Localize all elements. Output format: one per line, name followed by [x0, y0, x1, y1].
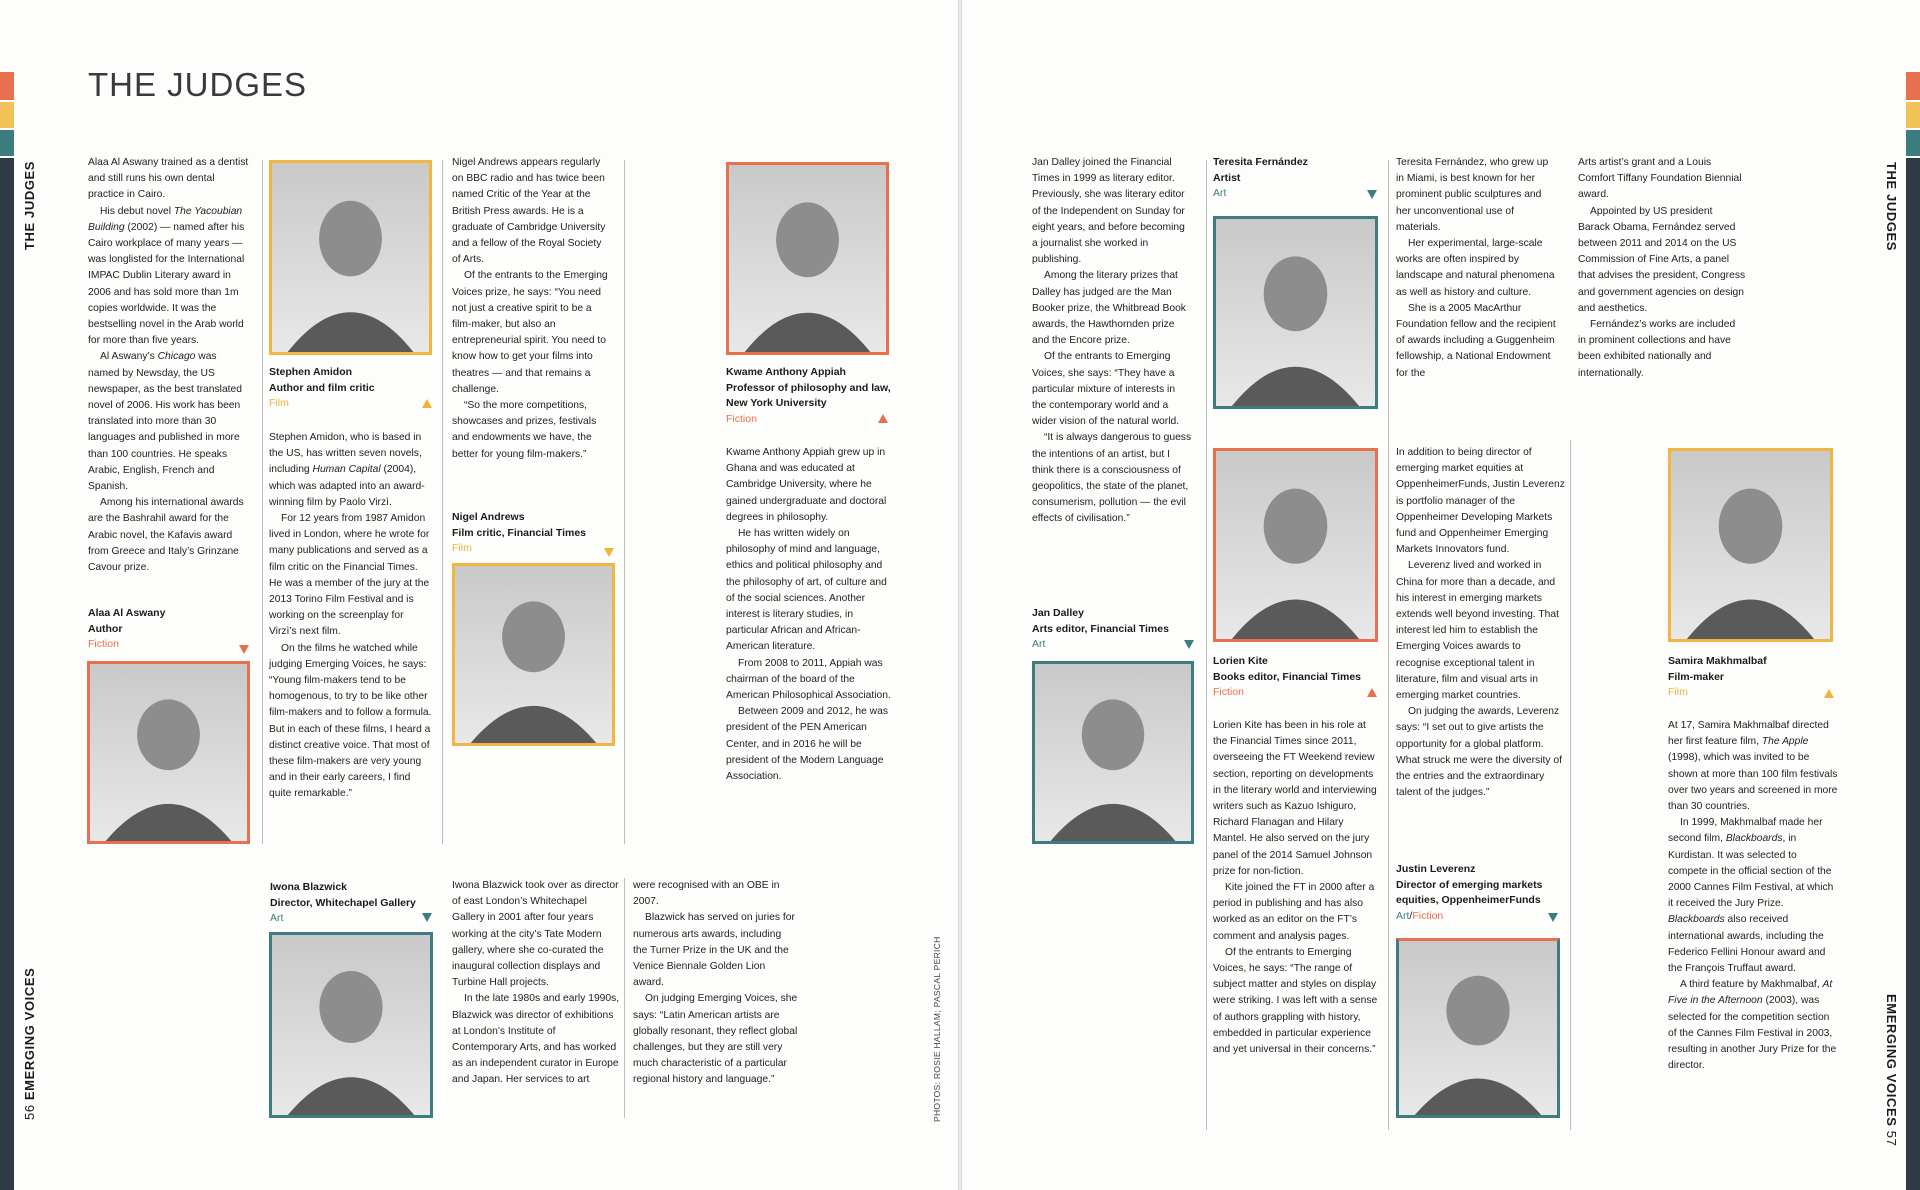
amidon-category: Film — [269, 397, 289, 409]
aswany-name: Alaa Al Aswany — [88, 607, 166, 619]
portrait-icon — [1216, 451, 1375, 639]
dalley-p2: Among the literary prizes that Dalley has judged are the Man Booker prize, the Whitbread Book awards, the Hawthornden prize and the Encore prize. — [1032, 270, 1186, 347]
leverenz-p3: On judging the awards, Leverenz says: “I set out to give artists the opportunity for a global platform. What struck me were the diversity of the entries and the extraordinary talent of the judges.” — [1396, 706, 1562, 799]
blazwick-p2: In the late 1980s and early 1990s, Blazwick was director of exhibitions at London’s Institute of Contemporary Arts, and has worked as an independent curator in Europe and Japan. Her services to art — [452, 993, 620, 1086]
leverenz-category: Art/Fiction — [1396, 909, 1444, 922]
appiah-p4: Between 2009 and 2012, he was president of the PEN American Center, and in 2016 he will be president of the Modern Language Association. — [726, 706, 888, 783]
photo-kwame-anthony-appiah — [726, 162, 889, 355]
color-tab-art — [0, 130, 14, 156]
appiah-caption — [726, 365, 896, 427]
kite-role: Books editor, Financial Times — [1213, 670, 1362, 683]
blazwick-bio-col2 — [633, 878, 798, 1089]
andrews-caption — [452, 510, 622, 557]
dalley-p1: Jan Dalley joined the Financial Times in 1999 as literary editor. Previously, she was literary editor of the Independent on Sunday for eight years, and before becoming a journalist she worked in publishing. — [1032, 157, 1185, 266]
footer-label-text: EMERGING VOICES — [22, 967, 37, 1101]
color-tab-fiction — [1906, 72, 1920, 100]
makhmalbaf-p2: In 1999, Makhmalbaf made her second film, Blackboards, in Kurdistan. It was selected to compete in the official section of the 2000 Cannes Film Festival, at which it received the Jury Prize. Blackboards also received international awards, including the Federico Fellini Honour award and the François Truffaut award. — [1668, 817, 1834, 975]
column-rule — [1570, 440, 1571, 1130]
blazwick-bio-col1 — [452, 878, 622, 1089]
andrews-name: Nigel Andrews — [452, 511, 525, 523]
right-page — [962, 0, 1920, 1190]
side-label: THE JUDGES — [22, 160, 37, 250]
leverenz-name: Justin Leverenz — [1396, 863, 1476, 875]
dalley-caption — [1032, 606, 1202, 653]
blazwick-p1: Iwona Blazwick took over as director of east London’s Whitechapel Gallery in 2001 after four years working at the city’s Tate Modern gallery, where she co-curated the inaugural collection displays and Turbine Hall projects. — [452, 880, 619, 989]
category-marker-icon — [422, 399, 432, 408]
photo-credit: PHOTOS: ROSIE HALLAM; PASCAL PERICH — [932, 936, 942, 1122]
color-tab-film — [0, 102, 14, 128]
leverenz-p1: In addition to being director of emerging market equities at OppenheimerFunds, Justin Leverenz is portfolio manager of the Oppenheimer Developing Markets fund and Oppenheimer Emerging Markets Innovators fund. — [1396, 447, 1565, 556]
makhmalbaf-name: Samira Makhmalbaf — [1668, 655, 1767, 667]
category-marker-icon — [1367, 688, 1377, 697]
portrait-icon — [1216, 219, 1375, 406]
andrews-p1: Nigel Andrews appears regularly on BBC radio and has twice been named Critic of the Year at the British Press awards. He is a graduate of Cambridge University and a fellow of the Royal Society of Arts. — [452, 157, 606, 266]
leverenz-role: Director of emerging markets equities, OppenheimerFunds — [1396, 878, 1543, 906]
category-marker-icon — [1184, 640, 1194, 649]
portrait-icon — [1399, 941, 1557, 1115]
kite-p2: Kite joined the FT in 2000 after a period in publishing and has also worked as an editor on the FT’s comment and analysis pages. — [1213, 882, 1375, 942]
appiah-p3: From 2008 to 2011, Appiah was chairman of the board of the American Philosophical Association. — [726, 657, 891, 702]
photo-lorien-kite — [1213, 448, 1378, 642]
aswany-p3: Al Aswany’s Chicago was named by Newsday, the US newspaper, as the best translated novel of 2006. His work has been translated into more than 30 languages and published in more than 100 countries. He speaks Arabic, English, French and Spanish. — [88, 351, 242, 493]
kite-bio — [1213, 718, 1378, 1058]
category-marker-icon — [1367, 190, 1377, 199]
aswany-caption — [88, 606, 250, 653]
column-rule — [262, 160, 263, 844]
aswany-p4: Among his international awards are the Bashrahil award for the Arabic novel, the Kafavis award from Greece and Italy’s Grinzane Cavour prize. — [88, 497, 244, 574]
aswany-role: Author — [88, 622, 123, 635]
portrait-icon — [455, 566, 612, 743]
appiah-role: Professor of philosophy and law, New York University — [726, 381, 891, 409]
photo-teresita-fernandez — [1213, 216, 1378, 409]
fernandez-p4: Arts artist’s grant and a Louis Comfort Tiffany Foundation Biennial award. — [1578, 157, 1742, 201]
andrews-role: Film critic, Financial Times — [452, 526, 587, 539]
leverenz-p2: Leverenz lived and worked in China for more than a decade, and his interest in emerging markets extends well beyond investing. That interest led him to establish the Emerging Voices awards to recognise exceptional talent in literature, film and visual arts in emerging market countries. — [1396, 560, 1559, 702]
blazwick-role: Director, Whitechapel Gallery — [270, 896, 416, 909]
leverenz-caption — [1396, 862, 1571, 924]
photo-samira-makhmalbaf — [1668, 448, 1833, 642]
side-rail — [1906, 158, 1920, 1190]
andrews-p3: “So the more competitions, showcases and prizes, festivals and endowments we have, the better for young film-makers.” — [452, 400, 597, 460]
fernandez-p2: Her experimental, large-scale works are often inspired by landscape and natural phenomena as well as history and culture. — [1396, 238, 1555, 298]
makhmalbaf-category: Film — [1668, 686, 1688, 698]
appiah-p2: He has written widely on philosophy of mind and language, ethics and political philosophy and the philosophy of art, of culture and of the social sciences. Another interest is literary studies, in particular African and African-American literature. — [726, 528, 887, 653]
andrews-category: Film — [452, 542, 472, 554]
fernandez-category: Art — [1213, 187, 1227, 199]
amidon-role: Author and film critic — [269, 381, 375, 394]
photo-nigel-andrews — [452, 563, 615, 746]
kite-p3: Of the entrants to Emerging Voices, he says: “The range of subject matter and styles on display were striking. I was left with a sense of authors grappling with history, embedded in particular experience and yet universal in their concerns.” — [1213, 946, 1378, 1056]
category-marker-icon — [1824, 689, 1834, 698]
category-marker-icon — [239, 645, 249, 654]
makhmalbaf-p3: A third feature by Makhmalbaf, At Five in the Afternoon (2003), was selected for the competition section of the Cannes Film Festival in 2003, resulting in another Jury Prize for the director. — [1668, 979, 1837, 1072]
page-number-right: 57 — [1884, 1130, 1899, 1147]
andrews-bio — [452, 155, 610, 463]
footer-label-text: EMERGING VOICES — [1884, 994, 1899, 1127]
left-page — [0, 0, 958, 1190]
kite-caption — [1213, 654, 1388, 701]
fernandez-caption — [1213, 155, 1383, 202]
appiah-category: Fiction — [726, 412, 757, 425]
portrait-icon — [272, 935, 430, 1115]
dalley-p3: Of the entrants to Emerging Voices, she says: “They have a particular mixture of interests in the contemporary world and a wider vision of the natural world. — [1032, 351, 1180, 428]
blazwick-name: Iwona Blazwick — [270, 881, 348, 893]
dalley-p4: “It is always dangerous to guess the intentions of an artist, but I think there is a consciousness of geopolitics, the state of the planet, consumerism, pollution — the evil effects of civilisation.” — [1032, 432, 1192, 525]
photo-iwona-blazwick — [269, 932, 433, 1118]
fernandez-name: Teresita Fernández — [1213, 156, 1308, 168]
makhmalbaf-role: Film-maker — [1668, 670, 1725, 683]
color-tab-film — [1906, 102, 1920, 128]
amidon-name: Stephen Amidon — [269, 366, 353, 378]
category-marker-icon — [604, 548, 614, 557]
kite-category: Fiction — [1213, 686, 1244, 698]
fernandez-bio-col1 — [1396, 155, 1556, 382]
color-tab-art — [1906, 130, 1920, 156]
color-tab-fiction — [0, 72, 14, 100]
photo-justin-leverenz — [1396, 938, 1560, 1118]
makhmalbaf-bio — [1668, 718, 1838, 1074]
fernandez-p3: She is a 2005 MacArthur Foundation fellow and the recipient of awards including a Guggenheim fellowship, a National Endowment for the — [1396, 302, 1556, 379]
amidon-p2: For 12 years from 1987 Amidon lived in London, where he wrote for many publications and served as a film critic on the Financial Times. He was a member of the jury at the 2013 Torino Film Festival and is working on the screenplay for Virzì’s next film. — [269, 513, 430, 638]
appiah-name: Kwame Anthony Appiah — [726, 366, 846, 378]
side-label: THE JUDGES — [1884, 162, 1899, 252]
fernandez-bio-col2 — [1578, 155, 1746, 382]
blazwick-p5: On judging Emerging Voices, she says: “Latin American artists are globally resonant, they reflect global challenges, but they are still very much characteristic of a particular regional history and language.” — [633, 993, 798, 1086]
photo-jan-dalley — [1032, 661, 1194, 844]
makhmalbaf-caption — [1668, 654, 1838, 701]
appiah-p1: Kwame Anthony Appiah grew up in Ghana and was educated at Cambridge University, where he gained undergraduate and doctoral degrees in philosophy. — [726, 447, 887, 523]
photo-alaa-al-aswany — [87, 661, 250, 844]
portrait-icon — [90, 664, 247, 841]
dalley-name: Jan Dalley — [1032, 607, 1084, 619]
aswany-p2: His debut novel The Yacoubian Building (2002) — named after his Cairo workplace of many years — was longlisted for the International IMPAC Dublin Literary award in 2006 and has sold more than 1m copies worldwide. It was the bestselling novel in the Arab world for more than five years. — [88, 205, 245, 347]
amidon-caption — [269, 365, 439, 412]
fernandez-p5: Appointed by US president Barack Obama, Fernández served between 2011 and 2014 on the US Commission of Fine Arts, a panel that advises the president, Congress and government agencies on design and aesthetics. — [1578, 205, 1746, 314]
leverenz-bio — [1396, 445, 1566, 801]
blazwick-p3: were recognised with an OBE in 2007. — [633, 880, 780, 908]
category-marker-icon — [878, 414, 888, 423]
amidon-bio — [269, 430, 432, 803]
makhmalbaf-p1: At 17, Samira Makhmalbaf directed her first feature film, The Apple (1998), which was invited to be shown at more than 100 film festivals over two years and screened in more than 30 countries. — [1668, 720, 1838, 813]
photo-stephen-amidon — [269, 160, 432, 355]
footer-label — [22, 968, 37, 1120]
column-rule — [624, 160, 625, 844]
aswany-bio — [88, 155, 250, 576]
portrait-icon — [1671, 451, 1830, 639]
fernandez-p6: Fernández’s works are included in prominent collections and have been exhibited nationally and internationally. — [1578, 319, 1736, 379]
portrait-icon — [729, 165, 886, 352]
amidon-p3: On the films he watched while judging Emerging Voices, he says: “Young film-makers tend to be homogenous, to try to be like other film-makers and to follow a formula. But in each of these films, I heard a distinct creative voice. That most of these film-makers are very young and in their early careers, I find quite remarkable.” — [269, 642, 432, 800]
fernandez-role: Artist — [1213, 171, 1241, 184]
dalley-bio — [1032, 155, 1192, 528]
portrait-icon — [1035, 664, 1191, 841]
column-rule — [1388, 160, 1389, 1130]
category-marker-icon — [422, 913, 432, 922]
blazwick-p4: Blazwick has served on juries for numerous arts awards, including the Turner Prize in the UK and the Venice Biennale Golden Lion award. — [633, 912, 795, 989]
page-title: THE JUDGES — [88, 66, 308, 103]
amidon-p1: Stephen Amidon, who is based in the US, has written seven novels, including Human Capital (2004), which was adapted into an award-winning film by Paolo Virzì. — [269, 432, 425, 508]
category-marker-icon — [1548, 913, 1558, 922]
column-rule — [624, 878, 625, 1118]
portrait-icon — [272, 163, 429, 352]
blazwick-category: Art — [270, 912, 284, 924]
footer-label — [1884, 994, 1899, 1146]
blazwick-caption — [270, 880, 445, 927]
page-number-left: 56 — [22, 1104, 37, 1120]
column-rule — [442, 160, 443, 844]
dalley-role: Arts editor, Financial Times — [1032, 622, 1169, 635]
andrews-p2: Of the entrants to the Emerging Voices prize, he says: “You need not just a creative spirit to be a film-maker, but also an entrepreneurial spirit. You need to know how to get your films into theatres — and that remains a challenge. — [452, 270, 608, 395]
kite-p1: Lorien Kite has been in his role at the Financial Times since 2011, overseeing the FT Weekend review section, reporting on developments in the literary world and interviewing writers such as Kazuo Ishiguro, Richard Flanagan and Hilary Mantel. He also served on the jury panel of the 2014 Samuel Johnson prize for non-fiction. — [1213, 720, 1377, 877]
kite-name: Lorien Kite — [1213, 655, 1268, 667]
appiah-bio — [726, 445, 891, 785]
column-rule — [1206, 160, 1207, 1130]
dalley-category: Art — [1032, 638, 1046, 650]
aswany-p1: Alaa Al Aswany trained as a dentist and still runs his own dental practice in Cairo. — [88, 157, 249, 201]
side-rail — [0, 158, 14, 1190]
fernandez-p1: Teresita Fernández, who grew up in Miami, is best known for her prominent public sculptures and her unconventional use of materials. — [1396, 157, 1549, 233]
aswany-category: Fiction — [88, 638, 119, 650]
